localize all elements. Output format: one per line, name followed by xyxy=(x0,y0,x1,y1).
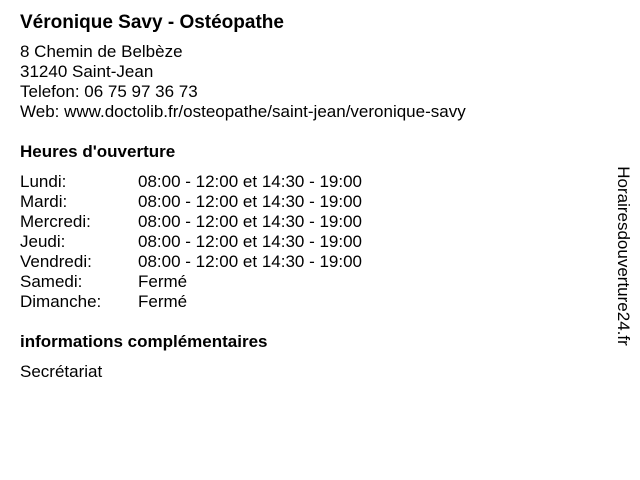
hours-time: 08:00 - 12:00 et 14:30 - 19:00 xyxy=(138,172,363,191)
hours-day: Lundi: xyxy=(20,172,67,191)
hours-time: 08:00 - 12:00 et 14:30 - 19:00 xyxy=(138,252,363,271)
hours-day: Mardi: xyxy=(20,192,68,211)
info-heading: informations complémentaires xyxy=(20,332,268,351)
info-text: Secrétariat xyxy=(20,362,103,381)
hours-row xyxy=(20,292,600,312)
hours-day: Samedi: xyxy=(20,272,83,291)
hours-day: Dimanche: xyxy=(20,292,102,311)
hours-row xyxy=(20,212,600,232)
hours-heading: Heures d'ouverture xyxy=(20,142,176,161)
hours-day: Vendredi: xyxy=(20,252,92,271)
hours-row xyxy=(20,252,600,272)
website-link[interactable]: Web: www.doctolib.fr/osteopathe/saint-jean/veronique-savy xyxy=(20,102,466,121)
address-street: 8 Chemin de Belbèze xyxy=(20,42,183,61)
page-title: Véronique Savy - Ostéopathe xyxy=(20,12,284,33)
hours-row xyxy=(20,272,600,292)
hours-day: Jeudi: xyxy=(20,232,66,251)
address-city: 31240 Saint-Jean xyxy=(20,62,154,81)
hours-table xyxy=(20,172,600,312)
business-card xyxy=(20,10,600,382)
hours-row xyxy=(20,192,600,212)
hours-day: Mercredi: xyxy=(20,212,91,231)
site-watermark: Horairesdouverture24.fr xyxy=(614,166,633,346)
hours-time: 08:00 - 12:00 et 14:30 - 19:00 xyxy=(138,212,363,231)
address-block xyxy=(20,42,600,122)
hours-time: 08:00 - 12:00 et 14:30 - 19:00 xyxy=(138,232,363,251)
hours-time: Fermé xyxy=(138,272,188,291)
hours-row xyxy=(20,172,600,192)
phone-number: Telefon: 06 75 97 36 73 xyxy=(20,82,198,101)
hours-time: 08:00 - 12:00 et 14:30 - 19:00 xyxy=(138,192,363,211)
hours-row xyxy=(20,232,600,252)
hours-time: Fermé xyxy=(138,292,188,311)
